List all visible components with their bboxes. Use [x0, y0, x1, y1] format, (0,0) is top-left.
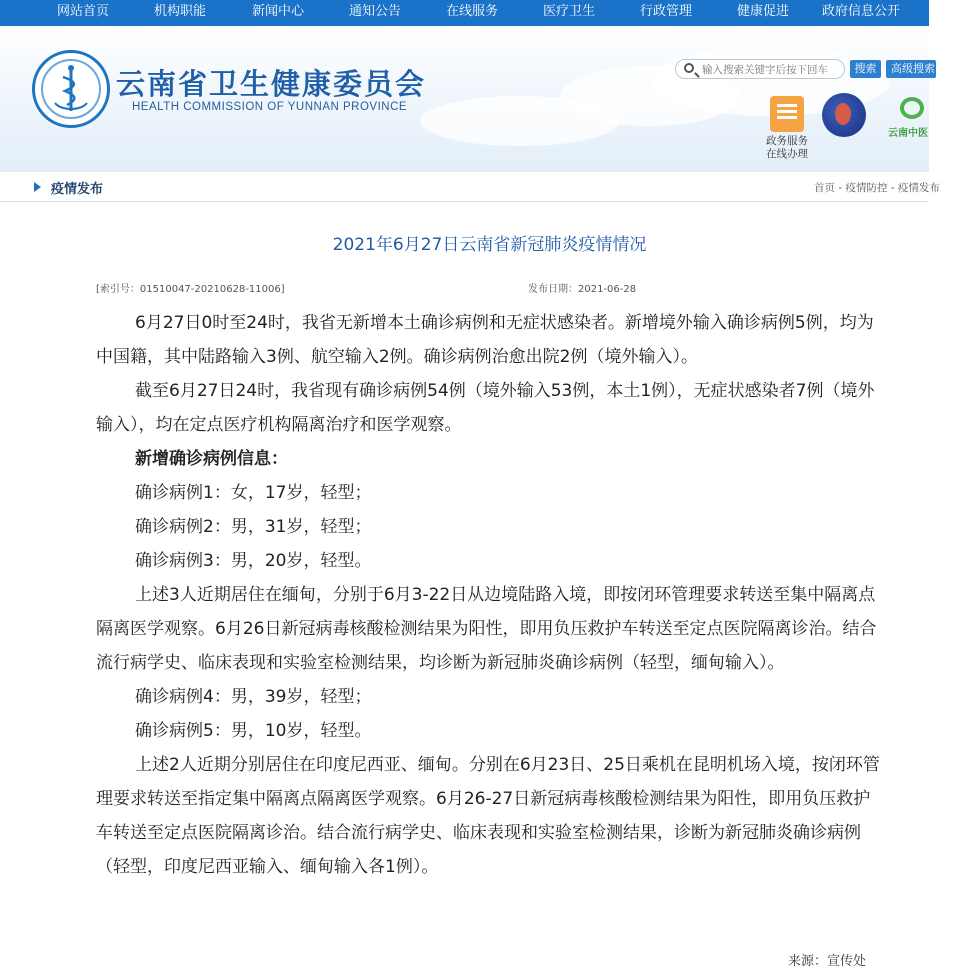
- case-item: 确诊病例5：男，10岁，轻型。: [135, 721, 372, 741]
- nav-online-service[interactable]: 在线服务: [446, 4, 499, 19]
- gov-service-icon: [770, 96, 804, 132]
- top-nav: [0, 0, 929, 26]
- paragraph: 截至6月27日24时，我省现有确诊病例54例（境外输入53例，本土1例），无症状感染者7例（境外输入），均在定点医疗机构隔离治疗和医学观察。: [96, 381, 875, 435]
- case-item: 确诊病例1：女，17岁，轻型；: [135, 483, 372, 503]
- site-name: 云南省卫生健康委员会: [116, 67, 427, 101]
- section-title[interactable]: 疫情发布: [51, 182, 104, 197]
- nav-medical[interactable]: 医疗卫生: [543, 4, 596, 19]
- triangle-right-icon: [34, 182, 41, 192]
- gov-service-label-1: 政务服务: [766, 135, 808, 147]
- article-source: 来源：宣传处: [788, 954, 867, 969]
- publish-date: 发布日期：2021-06-28: [528, 284, 637, 295]
- case-item: 确诊病例3：男，20岁，轻型。: [135, 551, 372, 571]
- caduceus-icon: [35, 53, 107, 125]
- nav-admin[interactable]: 行政管理: [640, 4, 693, 19]
- breadcrumb[interactable]: 首页 - 疫情防控 - 疫情发布: [814, 182, 940, 194]
- paragraph: 6月27日0时至24时，我省无新增本土确诊病例和无症状感染者。新增境外输入确诊病例5例，均为中国籍，其中陆路输入3例、航空输入2例。确诊病例治愈出院2例（境外输入）。: [96, 313, 874, 367]
- nav-gov-info[interactable]: 政府信息公开: [822, 4, 901, 19]
- health-badge-icon[interactable]: [822, 93, 866, 137]
- search-box: [675, 59, 845, 79]
- search-input[interactable]: [702, 62, 840, 77]
- breadcrumb-bar: [0, 172, 940, 202]
- search-icon: [684, 63, 694, 73]
- paragraph: 上述2人近期分别居住在印度尼西亚、缅甸。分别在6月23日、25日乘机在昆明机场入境，按闭环管理要求转送至指定集中隔离点隔离医学观察。6月26-27日新冠病毒核酸检测结果为阳性，即用负压救护车转送至定点医院隔离诊治。结合流行病学史、临床表现和实验室检测结果，诊断为新冠肺炎确诊病例（轻型，印度尼西亚输入、缅甸输入各1例）。: [96, 755, 880, 877]
- index-number: [索引号：01510047-20210628-11006]: [96, 284, 285, 295]
- nav-functions[interactable]: 机构职能: [154, 4, 207, 19]
- nav-home[interactable]: 网站首页: [57, 4, 110, 19]
- section-heading: 新增确诊病例信息：: [135, 449, 288, 469]
- advanced-search-button[interactable]: 高级搜索: [886, 60, 936, 78]
- nav-notices[interactable]: 通知公告: [349, 4, 402, 19]
- commission-logo[interactable]: [32, 50, 110, 128]
- site-header: [0, 26, 935, 172]
- gov-service-label-2: 在线办理: [766, 148, 808, 160]
- nav-news[interactable]: 新闻中心: [252, 4, 305, 19]
- nav-health-promotion[interactable]: 健康促进: [737, 4, 790, 19]
- yunnan-tcm-link[interactable]: [888, 93, 938, 143]
- tcm-badge-text: 云南中医: [888, 128, 928, 139]
- paragraph: 上述3人近期居住在缅甸，分别于6月3-22日从边境陆路入境，即按闭环管理要求转送至集中隔离点隔离医学观察。6月26日新冠病毒核酸检测结果为阳性，即用负压救护车转送至定点医院隔离诊治。结合流行病学史、临床表现和实验室检测结果，均诊断为新冠肺炎确诊病例（轻型，缅甸输入）。: [96, 585, 877, 673]
- case-item: 确诊病例2：男，31岁，轻型；: [135, 517, 372, 537]
- tcm-leaf-icon: [900, 97, 924, 119]
- cloud-decoration: [420, 96, 620, 146]
- search-button[interactable]: 搜索: [850, 60, 881, 78]
- gov-service-link[interactable]: [764, 96, 810, 161]
- article-title: 2021年6月27日云南省新冠肺炎疫情情况: [332, 235, 647, 255]
- site-name-en: HEALTH COMMISSION OF YUNNAN PROVINCE: [132, 101, 408, 113]
- case-item: 确诊病例4：男，39岁，轻型；: [135, 687, 372, 707]
- article-body: [96, 306, 886, 884]
